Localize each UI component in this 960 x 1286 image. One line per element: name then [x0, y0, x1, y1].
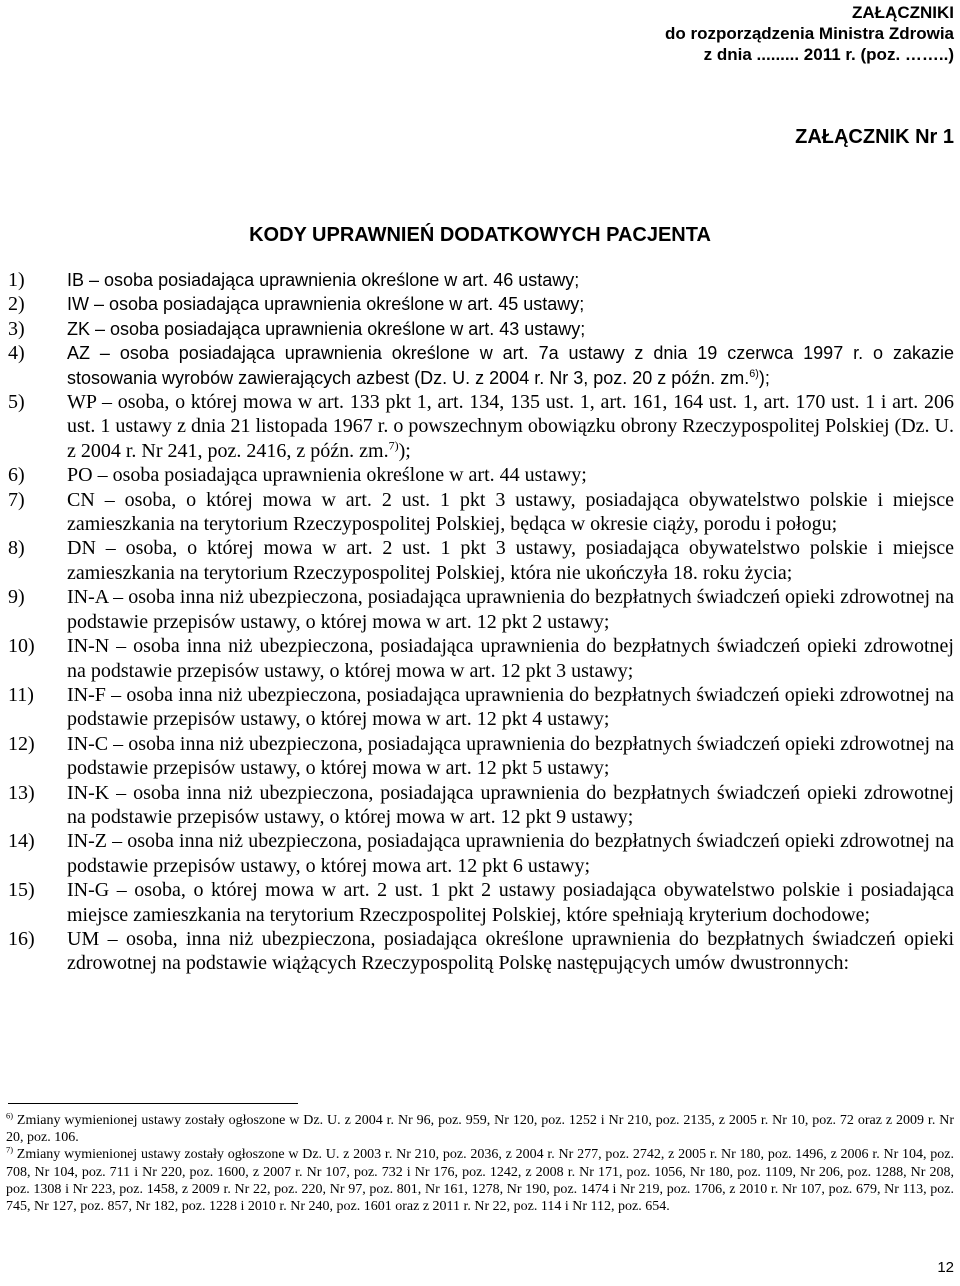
header-date-label: z dnia ......... 2011 r. (poz. ……..) — [703, 45, 954, 64]
item-text: IB – osoba posiadająca uprawnienia określone w art. 46 ustawy; — [67, 270, 580, 290]
item-number: 15) — [8, 879, 35, 902]
list-item — [8, 341, 954, 390]
page-number: 12 — [937, 1259, 954, 1276]
item-tail: ); — [758, 367, 770, 388]
item-text: ZK – osoba posiadająca uprawnienia określone w art. 43 ustawy; — [67, 318, 586, 339]
item-text: IN-F – osoba inna niż ubezpieczona, posiadająca uprawnienia do bezpłatnych świadczeń opieki zdrowotnej na podstawie przepisów ustawy, o której mowa w art. 12 pkt 4 ustawy; — [67, 683, 954, 731]
list-item — [8, 732, 954, 781]
item-text: DN – osoba, o której mowa w art. 2 ust. 1 pkt 3 ustawy, posiadająca obywatelstwo polskie i miejsce zamieszkania na terytorium Rzeczypospolitej Polskiej, która nie ukończyła 18. roku życia; — [67, 537, 954, 584]
footnote — [6, 1112, 954, 1146]
list-item — [8, 317, 954, 341]
item-number: 5) — [8, 391, 25, 414]
item-text: IN-G – osoba, o której mowa w art. 2 ust. 1 pkt 2 ustawy posiadająca obywatelstwo polskie i posiadająca miejsce zamieszkania na terytorium Rzeczpospolitej Polskiej, które spełniają kryterium dochodowe; — [67, 879, 954, 926]
footnote — [6, 1146, 954, 1215]
header-regulation-label: do rozporządzenia Ministra Zdrowia — [664, 24, 954, 43]
footnote-ref: 6) — [749, 367, 759, 380]
list-item — [8, 634, 954, 683]
list-item — [8, 488, 954, 537]
list-item — [8, 463, 954, 487]
list-item — [8, 536, 954, 585]
item-text: IN-K – osoba inna niż ubezpieczona, posiadająca uprawnienia do bezpłatnych świadczeń opieki zdrowotnej na podstawie przepisów ustawy, o której mowa w art. 12 pkt 9 ustawy; — [67, 781, 954, 828]
item-text: IN-C – osoba inna niż ubezpieczona, posiadająca uprawnienia do bezpłatnych świadczeń opieki zdrowotnej na podstawie przepisów ustawy, o której mowa w art. 12 pkt 5 ustawy; — [67, 732, 954, 780]
list-item — [8, 683, 954, 732]
item-text: IN-N – osoba inna niż ubezpieczona, posiadająca uprawnienia do bezpłatnych świadczeń opieki zdrowotnej na podstawie przepisów ustawy, o której mowa w art. 12 pkt 3 ustawy; — [67, 635, 954, 682]
list-item — [8, 927, 954, 976]
list-item — [8, 292, 954, 316]
footnotes — [6, 1112, 954, 1215]
header-annexes-label: ZAŁĄCZNIKI — [852, 3, 954, 22]
item-text — [67, 390, 954, 463]
item-body: AZ – osoba posiadająca uprawnienia określone w art. 7a ustawy z dnia 19 czerwca 1997 r. o zakazie stosowania wyrobów zawierających azbest (Dz. U. z 2004 r. Nr 3, poz. 20 z późn. zm. — [67, 343, 954, 388]
item-number: 3) — [8, 317, 25, 340]
list-item — [8, 390, 954, 463]
list-item — [8, 585, 954, 634]
item-number: 4) — [8, 342, 25, 365]
item-number: 12) — [8, 732, 35, 755]
item-tail: ); — [398, 439, 411, 462]
annex-number: ZAŁĄCZNIK Nr 1 — [795, 126, 954, 148]
list-item — [8, 829, 954, 878]
item-text — [67, 341, 954, 390]
item-text: PO – osoba posiadająca uprawnienia określone w art. 44 ustawy; — [67, 464, 587, 487]
item-number: 11) — [8, 683, 34, 706]
item-text: IN-Z – osoba inna niż ubezpieczona, posiadająca uprawnienia do bezpłatnych świadczeń opieki zdrowotnej na podstawie przepisów ustawy, o której mowa art. 12 pkt 6 ustawy; — [67, 830, 954, 877]
item-number: 16) — [8, 927, 35, 950]
item-number: 13) — [8, 781, 35, 804]
item-number: 7) — [8, 488, 25, 511]
item-number: 10) — [8, 635, 35, 658]
item-number: 8) — [8, 537, 25, 560]
item-text: IW – osoba posiadająca uprawnienia określone w art. 45 ustawy; — [67, 294, 585, 315]
list-item — [8, 781, 954, 830]
footnote-mark: 6) — [6, 1111, 13, 1121]
page-title: KODY UPRAWNIEŃ DODATKOWYCH PACJENTA — [249, 224, 711, 246]
codes-list — [8, 268, 954, 976]
footnote-ref: 7) — [388, 438, 399, 453]
item-text: UM – osoba, inna niż ubezpieczona, posiadająca określone uprawnienia do bezpłatnych świadczeń opieki zdrowotnej na podstawie wiążących Rzeczypospolitą Polskę następujących umów dwustronnych: — [67, 927, 954, 975]
item-number: 2) — [8, 293, 25, 316]
footnote-text: Zmiany wymienionej ustawy zostały ogłoszone w Dz. U. z 2004 r. Nr 96, poz. 959, Nr 120, poz. 1252 i Nr 210, poz. 2135, z 2005 r. Nr 10, poz. 72 oraz z 2009 r. Nr 20, poz. 106. — [6, 1113, 955, 1146]
footnote-divider — [8, 1103, 298, 1104]
footnote-text: Zmiany wymienionej ustawy zostały ogłoszone w Dz. U. z 2003 r. Nr 210, poz. 2036, z 2004 r. Nr 277, poz. 2742, z 2005 r. Nr 180, poz. 1496, z 2006 r. Nr 104, poz. 708, Nr 104, poz. 711 i Nr 220, poz. 1600, z 2007 r. Nr 107, poz. 732 i Nr 176, poz. 1242, z 2008 r. Nr 171, poz. 1056, Nr 180, poz. 1109, Nr 206, poz. 1288, Nr 208, poz. 1308 i Nr 223, poz. 1458, z 2009 r. Nr 22, poz. 220, Nr 97, poz. 801, Nr 161, 1278, Nr 190, poz. 1474 i Nr 219, poz. 1706, z 2010 r. Nr 107, poz. 679, Nr 113, poz. 745, Nr 127, poz. 857, Nr 182, poz. 1228 i 2010 r. Nr 240, poz. 1601 oraz z 2011 r. Nr 22, poz. 114 i Nr 112, poz. 654. — [6, 1147, 955, 1215]
document-header — [554, 2, 954, 65]
item-body: WP – osoba, o której mowa w art. 133 pkt 1, art. 134, 135 ust. 1, art. 161, 164 ust. 1, art. 170 ust. 1 i art. 206 ust. 1 ustawy z dnia 21 listopada 1967 r. o powszechnym obowiązku obrony Rzeczypospolitej Polskiej (Dz. U. z 2004 r. Nr 241, poz. 2416, z późn. zm. — [67, 391, 954, 462]
list-item — [8, 878, 954, 927]
item-text: CN – osoba, o której mowa w art. 2 ust. 1 pkt 3 ustawy, posiadająca obywatelstwo polskie i miejsce zamieszkania na terytorium Rzeczypospolitej Polskiej, będąca w okresie ciąży, porodu i połogu; — [67, 488, 954, 536]
item-number: 14) — [8, 830, 35, 853]
list-item — [8, 268, 954, 292]
item-number: 6) — [8, 464, 25, 487]
item-number: 9) — [8, 586, 25, 609]
item-number: 1) — [8, 269, 25, 291]
footnote-mark: 7) — [6, 1145, 13, 1155]
item-text: IN-A – osoba inna niż ubezpieczona, posiadająca uprawnienia do bezpłatnych świadczeń opieki zdrowotnej na podstawie przepisów ustawy, o której mowa w art. 12 pkt 2 ustawy; — [67, 586, 954, 633]
